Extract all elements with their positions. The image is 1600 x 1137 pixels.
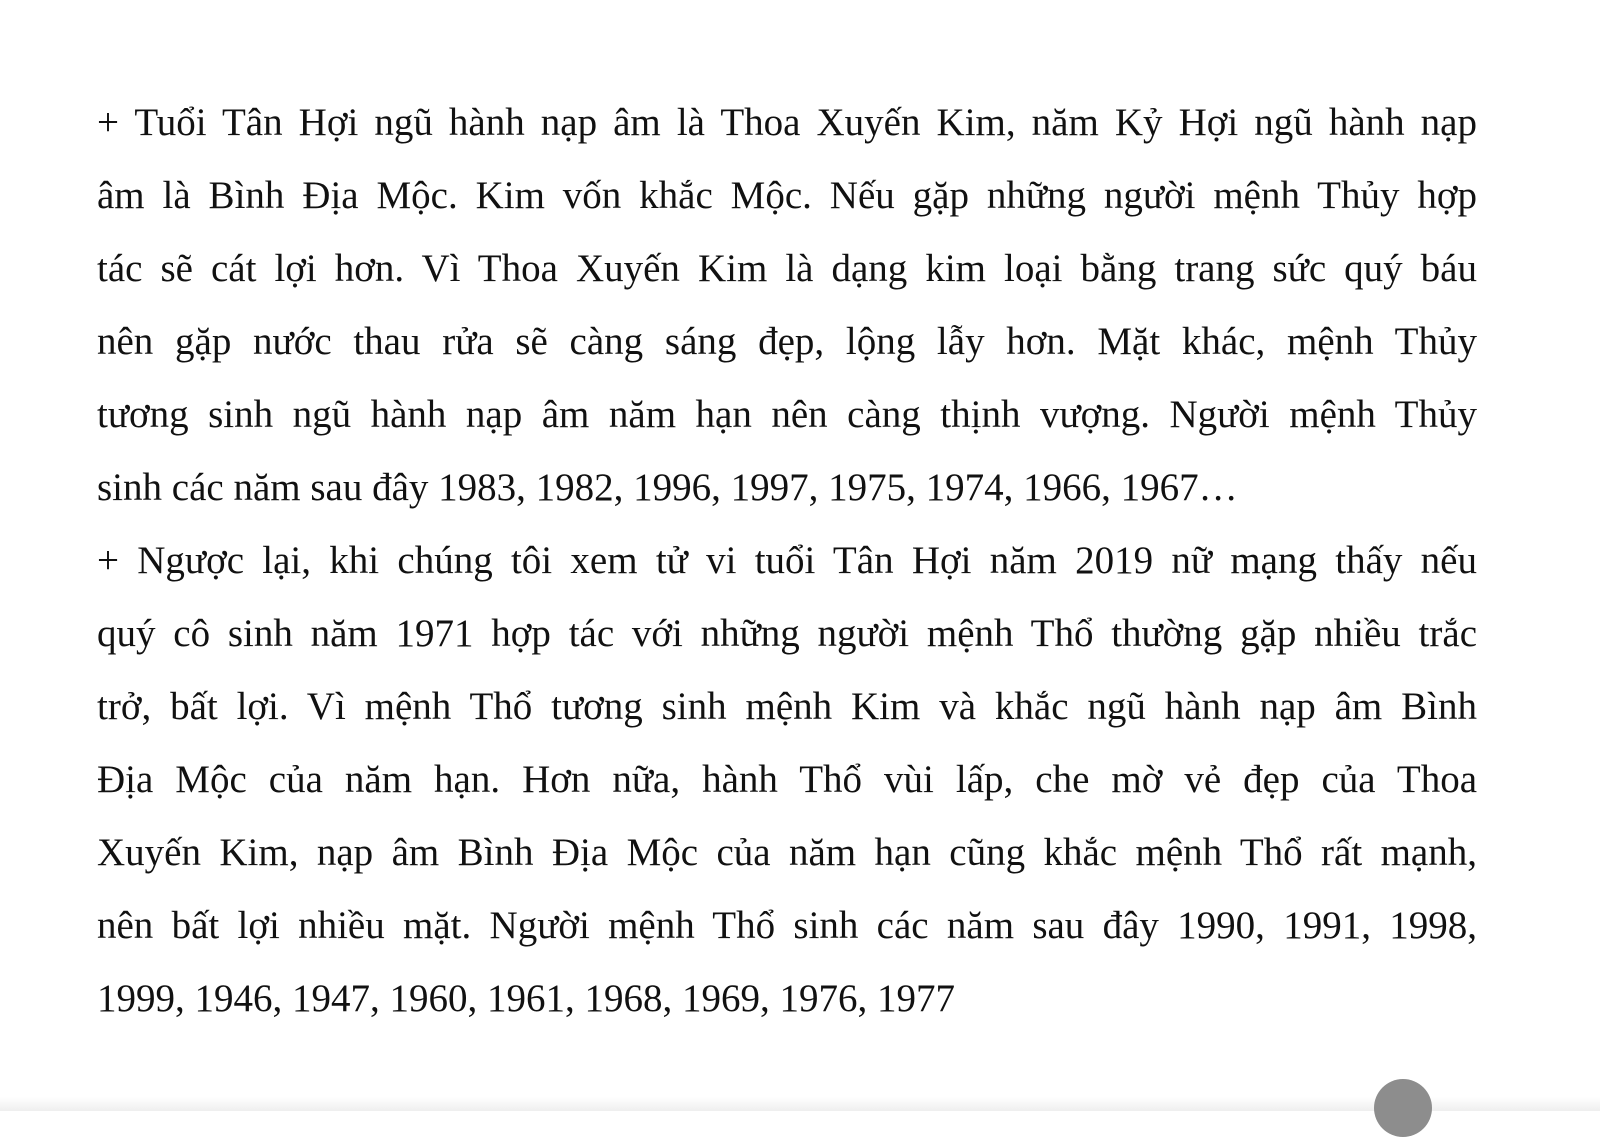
- paragraph-tan-hoi-tho: [97, 524, 1477, 1035]
- bottom-edge-shadow: [0, 1097, 1600, 1111]
- text-line: 1999, 1946, 1947, 1960, 1961, 1968, 1969, 1976, 1977: [97, 977, 955, 1020]
- text-line: sinh các năm sau đây 1983, 1982, 1996, 1997, 1975, 1974, 1966, 1967…: [97, 466, 1238, 509]
- document-body: [97, 86, 1477, 1035]
- text-line: tương sinh ngũ hành nạp âm năm hạn nên càng thịnh vượng. Người mệnh Thủy: [97, 393, 1477, 436]
- text-line: trở, bất lợi. Vì mệnh Thổ tương sinh mệnh Kim và khắc ngũ hành nạp âm Bình: [97, 685, 1477, 728]
- text-line: + Ngược lại, khi chúng tôi xem tử vi tuổi Tân Hợi năm 2019 nữ mạng thấy nếu: [97, 539, 1477, 582]
- floating-action-button[interactable]: [1374, 1079, 1432, 1137]
- text-line: Xuyến Kim, nạp âm Bình Địa Mộc của năm hạn cũng khắc mệnh Thổ rất mạnh,: [97, 831, 1477, 874]
- text-line: + Tuổi Tân Hợi ngũ hành nạp âm là Thoa Xuyến Kim, năm Kỷ Hợi ngũ hành nạp: [97, 101, 1477, 144]
- text-line: nên bất lợi nhiều mặt. Người mệnh Thổ sinh các năm sau đây 1990, 1991, 1998,: [97, 904, 1477, 947]
- text-line: quý cô sinh năm 1971 hợp tác với những người mệnh Thổ thường gặp nhiều trắc: [97, 612, 1477, 655]
- text-line: Địa Mộc của năm hạn. Hơn nữa, hành Thổ vùi lấp, che mờ vẻ đẹp của Thoa: [97, 758, 1477, 801]
- text-line: âm là Bình Địa Mộc. Kim vốn khắc Mộc. Nếu gặp những người mệnh Thủy hợp: [97, 174, 1477, 217]
- text-line: tác sẽ cát lợi hơn. Vì Thoa Xuyến Kim là dạng kim loại bằng trang sức quý báu: [97, 247, 1477, 290]
- paragraph-tan-hoi-thuy: [97, 86, 1477, 524]
- text-line: nên gặp nước thau rửa sẽ càng sáng đẹp, lộng lẫy hơn. Mặt khác, mệnh Thủy: [97, 320, 1477, 363]
